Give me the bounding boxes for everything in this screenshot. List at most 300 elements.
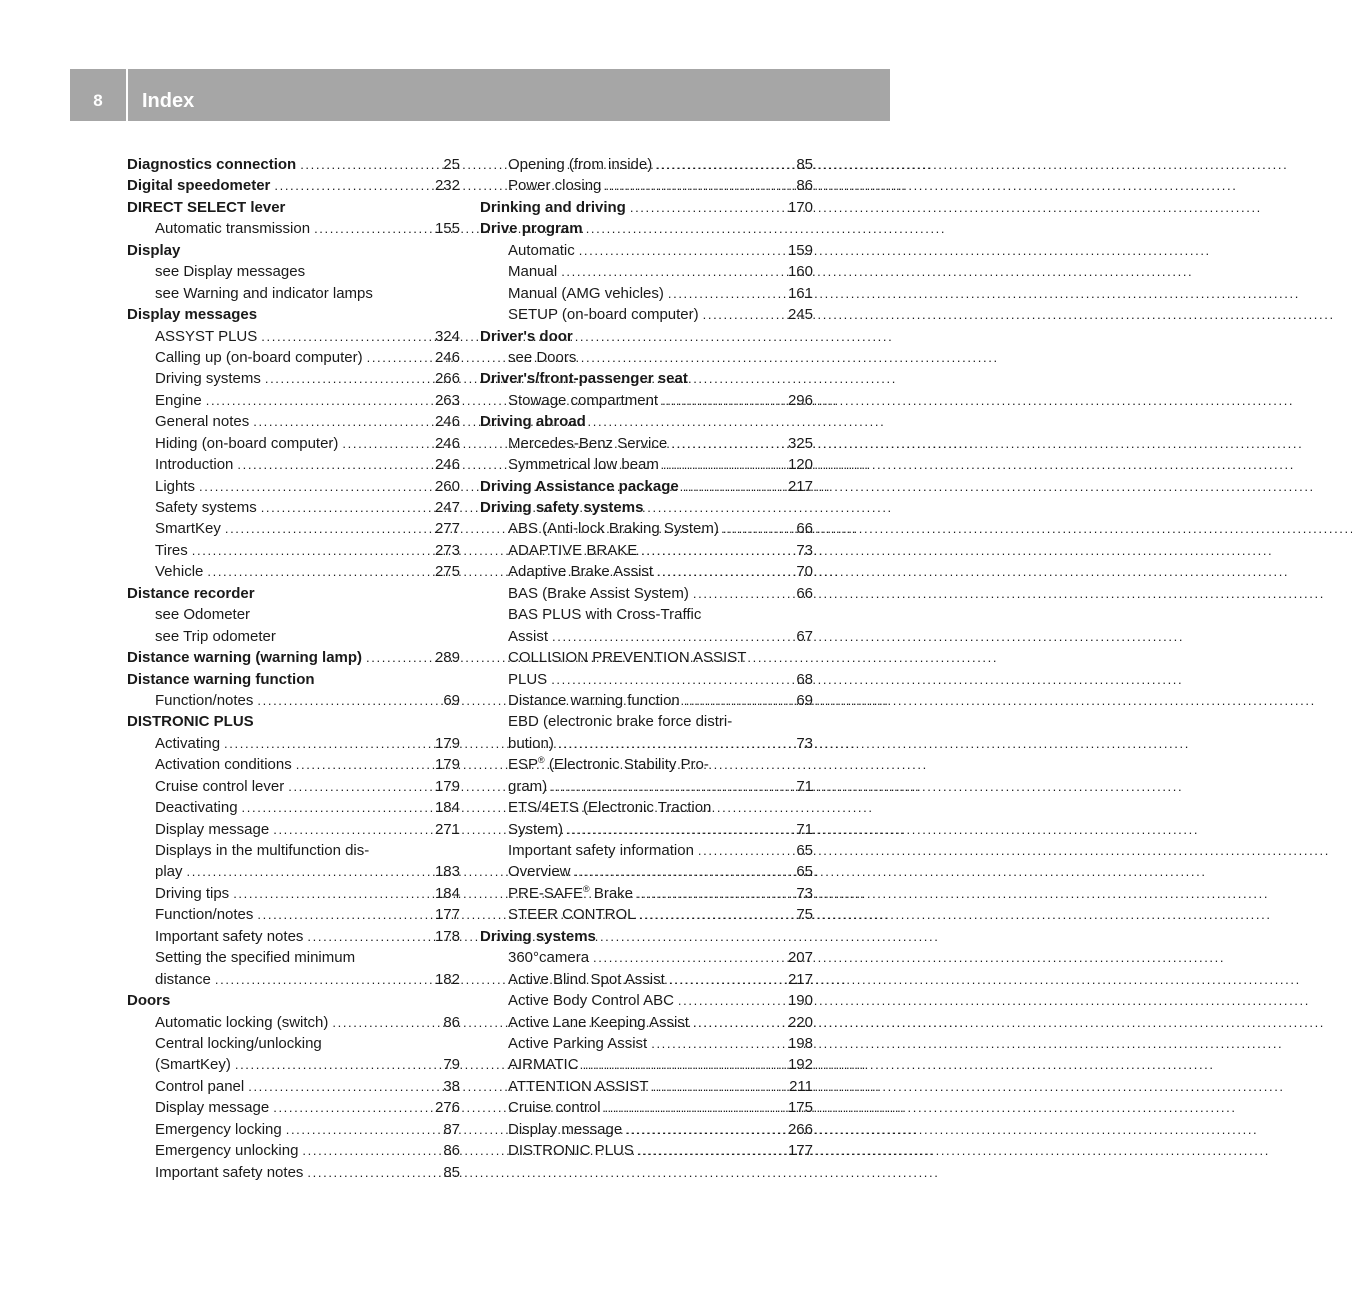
index-subentry	[127, 690, 460, 711]
page-reference: 184	[434, 799, 460, 817]
index-term: Stowage compartment	[508, 391, 659, 409]
index-subentry	[480, 819, 813, 840]
leader-dots	[693, 583, 792, 604]
index-term: Function/notes	[155, 906, 254, 924]
leader-dots	[206, 390, 431, 411]
page-reference: 247	[434, 499, 460, 516]
index-term: Driving Assistance package	[480, 477, 679, 495]
index-term: AIRMATIC	[508, 1056, 579, 1074]
index-entry	[127, 711, 460, 732]
leader-dots	[551, 776, 792, 797]
page-reference: 71	[796, 820, 813, 838]
index-term: Important safety notes	[155, 1163, 304, 1181]
leader-dots	[224, 733, 431, 754]
index-term: Driving abroad	[480, 413, 586, 431]
leader-dots	[637, 883, 792, 904]
page-reference: 38	[443, 1077, 460, 1095]
page-reference: 178	[434, 927, 460, 945]
index-term: Driving systems	[480, 927, 596, 945]
index-subentry	[480, 969, 813, 990]
page-reference: 68	[796, 670, 813, 688]
page-reference: 85	[443, 1163, 460, 1181]
index-entry	[480, 197, 813, 218]
index-subentry	[127, 947, 460, 968]
leader-dots	[314, 218, 431, 239]
page-reference: 246	[434, 413, 460, 431]
index-subentry	[127, 904, 460, 925]
index-entry	[127, 669, 460, 690]
index-term: Display messages	[127, 306, 258, 324]
page-reference: 75	[796, 906, 813, 924]
page-reference: 246	[434, 434, 460, 452]
index-term: Hiding (on-board computer)	[155, 434, 339, 452]
index-term: Overview	[508, 863, 571, 881]
index-term: Emergency locking	[155, 1120, 282, 1138]
index-subentry	[480, 1076, 813, 1097]
leader-dots	[242, 797, 431, 818]
index-subentry	[480, 776, 813, 797]
index-term: COLLISION PREVENTION ASSIST	[508, 649, 747, 667]
header-divider	[126, 69, 128, 121]
index-term: Active Lane Keeping Assist	[508, 1013, 689, 1031]
index-term: Activating	[155, 734, 221, 752]
page-header	[70, 69, 890, 121]
leader-dots	[605, 1097, 784, 1118]
index-subentry	[127, 540, 460, 561]
index-column-right	[480, 154, 813, 1162]
index-term: ETS/4ETS (Electronic Traction	[508, 799, 712, 817]
leader-dots	[693, 1012, 784, 1033]
index-term: 360°camera	[508, 949, 590, 967]
index-subentry	[127, 776, 460, 797]
leader-dots	[605, 175, 792, 196]
page-reference: 67	[796, 627, 813, 645]
leader-dots	[235, 1054, 439, 1075]
index-subentry	[127, 561, 460, 582]
page-reference: 325	[787, 434, 813, 452]
leader-dots	[579, 240, 784, 261]
index-term: EBD (electronic brake force distri-	[508, 713, 733, 731]
index-entry	[480, 497, 813, 518]
leader-dots	[640, 904, 793, 925]
index-subentry	[127, 454, 460, 475]
index-term: Important safety notes	[155, 927, 304, 945]
index-subentry	[127, 476, 460, 497]
page-reference: 271	[434, 820, 460, 838]
page-reference: 69	[443, 691, 460, 709]
index-term: STEER CONTROL	[508, 906, 636, 924]
index-term: Lights	[155, 477, 196, 495]
index-term: Activation conditions	[155, 756, 292, 774]
index-column-left	[127, 154, 460, 1183]
leader-dots	[307, 1162, 439, 1183]
index-term: Tires	[155, 541, 188, 559]
index-term: Active Parking Assist	[508, 1034, 648, 1052]
index-subentry	[480, 347, 813, 368]
leader-dots	[296, 754, 431, 775]
leader-dots	[653, 1076, 786, 1097]
index-subentry	[480, 583, 813, 604]
index-term: ESP® (Electronic Stability Pro-	[508, 755, 709, 774]
section-title: Index	[142, 90, 195, 112]
index-term: Manual (AMG vehicles)	[508, 284, 664, 302]
index-term: Distance warning function	[508, 691, 680, 709]
leader-dots	[668, 283, 784, 304]
page-reference: 25	[443, 156, 460, 173]
index-subentry	[480, 1140, 813, 1161]
leader-dots	[225, 518, 431, 539]
leader-dots	[257, 904, 431, 925]
index-term: Setting the specified minimum	[155, 949, 356, 967]
index-subentry	[127, 861, 460, 882]
index-subentry	[480, 626, 813, 647]
page-reference: 71	[796, 777, 813, 795]
index-term: PRE-SAFE® Brake	[508, 883, 634, 902]
index-term: DISTRONIC PLUS	[127, 713, 254, 731]
index-subentry	[127, 326, 460, 347]
index-term: SETUP (on-board computer)	[508, 306, 699, 324]
index-subentry	[127, 1054, 460, 1075]
page-reference: 161	[787, 284, 813, 302]
index-term: Central locking/unlocking	[155, 1034, 322, 1052]
leader-dots	[332, 1012, 439, 1033]
leader-dots	[367, 347, 431, 368]
leader-dots	[273, 1097, 431, 1118]
leader-dots	[257, 690, 439, 711]
index-subentry	[480, 1054, 813, 1075]
page-reference: 324	[434, 327, 460, 345]
index-term: Active Blind Spot Assist	[508, 970, 665, 988]
index-subentry	[127, 1076, 460, 1097]
index-term: Automatic locking (switch)	[155, 1013, 329, 1031]
index-entry	[480, 476, 813, 497]
index-subentry	[480, 669, 813, 690]
index-subentry	[127, 411, 460, 432]
index-subentry	[127, 433, 460, 454]
index-subentry	[480, 690, 813, 711]
page-reference: 73	[796, 884, 813, 902]
index-term: Safety systems	[155, 499, 257, 516]
index-term: BAS PLUS with Cross-Traffic	[508, 606, 702, 624]
index-subentry	[480, 904, 813, 925]
leader-dots	[274, 175, 431, 196]
index-term: ADAPTIVE BRAKE	[508, 541, 638, 559]
index-term: General notes	[155, 413, 250, 431]
index-term: distance	[155, 970, 211, 988]
index-term: Drive program	[480, 220, 583, 238]
leader-dots	[662, 390, 784, 411]
index-term: Driving safety systems	[480, 499, 644, 516]
page-reference: 86	[443, 1013, 460, 1031]
index-term: Calling up (on-board computer)	[155, 348, 363, 366]
page-reference: 177	[787, 1142, 813, 1160]
page-reference: 86	[443, 1142, 460, 1160]
index-subentry	[480, 518, 813, 539]
leader-dots	[288, 776, 431, 797]
leader-dots	[567, 819, 792, 840]
page-reference: 170	[787, 198, 813, 216]
leader-dots	[593, 947, 784, 968]
index-term: (SmartKey)	[155, 1056, 231, 1074]
index-subentry	[480, 797, 813, 818]
page-number: 8	[93, 91, 103, 110]
index-subentry	[480, 154, 813, 175]
leader-dots	[302, 1140, 439, 1161]
index-subentry	[480, 1097, 813, 1118]
index-subentry	[480, 540, 813, 561]
page-reference: 217	[787, 477, 813, 495]
page-reference: 183	[434, 863, 460, 881]
page-reference: 276	[434, 1099, 460, 1117]
index-subentry	[480, 754, 813, 775]
leader-dots	[678, 990, 784, 1011]
index-subentry	[127, 926, 460, 947]
index-subentry	[127, 1119, 460, 1140]
index-term: PLUS	[508, 670, 548, 688]
index-entry	[127, 154, 460, 175]
page-reference: 289	[434, 649, 460, 667]
index-subentry	[127, 754, 460, 775]
index-subentry	[127, 283, 460, 304]
index-term: BAS (Brake Assist System)	[508, 584, 689, 602]
leader-dots	[215, 969, 431, 990]
index-term: Driver's door	[480, 327, 573, 345]
leader-dots	[656, 154, 792, 175]
index-subentry	[480, 711, 813, 732]
index-term: bution)	[508, 734, 554, 752]
leader-dots	[307, 926, 431, 947]
index-term: ASSYST PLUS	[155, 327, 258, 345]
page-reference: 190	[787, 992, 813, 1010]
index-subentry	[127, 840, 460, 861]
page-reference: 69	[796, 691, 813, 709]
page-reference: 66	[796, 520, 813, 538]
page-reference: 260	[434, 477, 460, 495]
leader-dots	[237, 454, 431, 475]
index-term: ABS (Anti-lock Braking System)	[508, 520, 719, 538]
index-term: Cruise control	[508, 1099, 601, 1117]
page-reference: 179	[434, 756, 460, 774]
page-reference: 87	[443, 1120, 460, 1138]
index-term: Distance recorder	[127, 584, 255, 602]
index-term: Doors	[127, 992, 171, 1010]
index-entry	[127, 197, 460, 218]
page-reference: 245	[787, 306, 813, 324]
page-reference: 217	[787, 970, 813, 988]
page-reference: 65	[796, 842, 813, 859]
index-entry	[127, 990, 460, 1011]
index-term: Adaptive Brake Assist	[508, 563, 654, 581]
leader-dots	[641, 540, 792, 561]
index-entry	[480, 326, 813, 347]
page-reference: 246	[434, 456, 460, 474]
leader-dots	[261, 497, 431, 518]
page-reference: 155	[434, 220, 460, 238]
leader-dots	[630, 197, 784, 218]
leader-dots	[342, 433, 431, 454]
index-subentry	[127, 797, 460, 818]
page-reference: 211	[789, 1077, 813, 1095]
leader-dots	[551, 669, 792, 690]
leader-dots	[575, 861, 793, 882]
index-subentry	[480, 304, 813, 325]
page-reference: 266	[787, 1120, 813, 1138]
index-term: Automatic	[508, 241, 575, 259]
leader-dots	[561, 261, 784, 282]
leader-dots	[248, 1076, 439, 1097]
index-term: Assist	[508, 627, 549, 645]
leader-dots	[683, 476, 784, 497]
index-entry	[127, 583, 460, 604]
index-term: Function/notes	[155, 691, 254, 709]
index-subentry	[480, 283, 813, 304]
index-term: Active Body Control ABC	[508, 992, 674, 1010]
index-term: Display	[127, 241, 181, 259]
page-reference: 179	[434, 734, 460, 752]
index-term: Engine	[155, 391, 202, 409]
index-subentry	[127, 497, 460, 518]
index-term: see Odometer	[155, 606, 251, 624]
index-subentry	[480, 840, 813, 861]
index-term: ATTENTION ASSIST	[508, 1077, 649, 1095]
leader-dots	[558, 733, 792, 754]
index-term: Drinking and driving	[480, 198, 626, 216]
page-reference: 66	[796, 584, 813, 602]
index-subentry	[127, 218, 460, 239]
index-subentry	[127, 347, 460, 368]
index-subentry	[127, 626, 460, 647]
index-subentry	[127, 368, 460, 389]
index-subentry	[127, 883, 460, 904]
index-term: Symmetrical low beam	[508, 456, 659, 474]
index-term: Introduction	[155, 456, 234, 474]
leader-dots	[669, 969, 784, 990]
page-reference: 296	[787, 391, 813, 409]
index-subentry	[127, 1012, 460, 1033]
index-subentry	[127, 1140, 460, 1161]
index-subentry	[127, 1162, 460, 1183]
leader-dots	[265, 368, 431, 389]
page-reference: 266	[434, 370, 460, 388]
page-reference: 277	[434, 520, 460, 538]
index-subentry	[127, 819, 460, 840]
index-entry	[127, 175, 460, 196]
index-term: Driving systems	[155, 370, 261, 388]
index-entry	[127, 647, 460, 668]
leader-dots	[583, 1054, 784, 1075]
index-subentry	[480, 733, 813, 754]
leader-dots	[663, 454, 784, 475]
index-term: Vehicle	[155, 563, 204, 581]
index-term: see Trip odometer	[155, 627, 276, 645]
leader-dots	[187, 861, 431, 882]
page-reference: 79	[443, 1056, 460, 1074]
page-reference: 73	[796, 541, 813, 559]
index-term: Driving tips	[155, 884, 230, 902]
index-subentry	[480, 240, 813, 261]
leader-dots	[300, 154, 439, 175]
page-reference: 159	[787, 241, 813, 259]
index-term: Power closing	[508, 177, 602, 195]
page-reference: 273	[434, 541, 460, 559]
leader-dots	[626, 1119, 784, 1140]
index-term: Automatic transmission	[155, 220, 311, 238]
page-reference: 70	[796, 563, 813, 581]
index-term: Distance warning (warning lamp)	[127, 649, 363, 667]
index-subentry	[127, 604, 460, 625]
index-entry	[480, 411, 813, 432]
index-subentry	[480, 990, 813, 1011]
index-term: see Warning and indicator lamps	[155, 284, 373, 302]
page-reference: 182	[434, 970, 460, 988]
index-term: Driver's/front-passenger seat	[480, 370, 688, 388]
leader-dots	[273, 819, 431, 840]
index-term: Emergency unlocking	[155, 1142, 299, 1160]
index-term: System)	[508, 820, 564, 838]
page-reference: 85	[796, 156, 813, 173]
index-term: Distance warning function	[127, 670, 315, 688]
page-reference: 184	[434, 884, 460, 902]
index-subentry	[480, 561, 813, 582]
page-reference: 65	[796, 863, 813, 881]
index-term: DIRECT SELECT lever	[127, 198, 286, 216]
index-subentry	[480, 604, 813, 625]
index-term: Display message	[155, 1099, 270, 1117]
leader-dots	[207, 561, 431, 582]
leader-dots	[199, 476, 431, 497]
index-subentry	[127, 969, 460, 990]
index-term: SmartKey	[155, 520, 221, 538]
page-reference: 177	[434, 906, 460, 924]
index-term: Mercedes-Benz Service	[508, 434, 668, 452]
page-reference: 175	[787, 1099, 813, 1117]
leader-dots	[366, 647, 431, 668]
page-reference: 73	[796, 734, 813, 752]
leader-dots	[671, 433, 784, 454]
page-reference: 246	[434, 348, 460, 366]
index-term: Deactivating	[155, 799, 238, 817]
index-subentry	[127, 1097, 460, 1118]
leader-dots	[233, 883, 431, 904]
index-subentry	[480, 1012, 813, 1033]
index-term: Opening (from inside)	[508, 156, 653, 173]
index-term: play	[155, 863, 183, 881]
index-subentry	[480, 175, 813, 196]
index-subentry	[480, 1119, 813, 1140]
index-entry	[480, 368, 813, 389]
index-term: Manual	[508, 263, 558, 281]
leader-dots	[253, 411, 431, 432]
index-term: Display message	[508, 1120, 623, 1138]
leader-dots	[698, 840, 792, 861]
index-subentry	[127, 518, 460, 539]
page-reference: 207	[787, 949, 813, 967]
leader-dots	[657, 561, 792, 582]
leader-dots	[552, 626, 792, 647]
index-subentry	[480, 647, 813, 668]
index-term: Diagnostics connection	[127, 156, 297, 173]
index-subentry	[480, 433, 813, 454]
index-entry	[127, 304, 460, 325]
page-reference: 263	[434, 391, 460, 409]
page-reference: 220	[787, 1013, 813, 1031]
leader-dots	[261, 326, 431, 347]
page-reference: 275	[434, 563, 460, 581]
index-term: Cruise control lever	[155, 777, 285, 795]
page-reference: 86	[796, 177, 813, 195]
index-subentry	[127, 733, 460, 754]
index-term: Display message	[155, 820, 270, 838]
